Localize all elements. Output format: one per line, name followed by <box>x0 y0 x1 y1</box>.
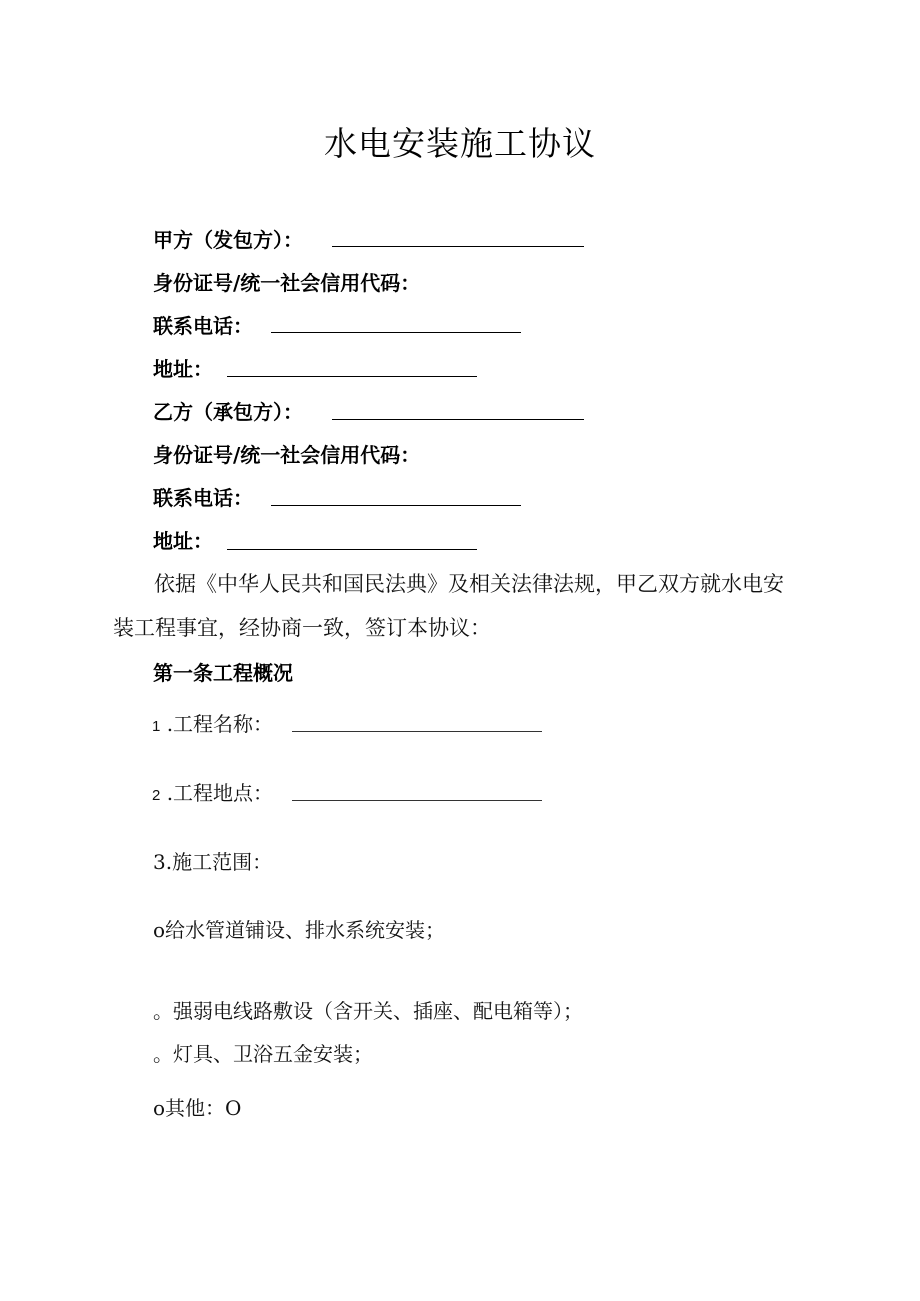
item-3-label <box>153 846 272 875</box>
item-2-label: .工程地点： <box>166 781 274 805</box>
scope-item-2: 。强弱电线路敷设（含开关、插座、配电箱等）； <box>153 999 583 1023</box>
party-a-blank-line <box>332 246 584 247</box>
party-b-phone-label: 联系电话： <box>153 486 253 510</box>
item-3-text: 3.施工范围： <box>153 850 273 874</box>
party-b-phone-blank-line <box>271 505 521 506</box>
project-location-blank-line <box>292 800 542 801</box>
intro-line-1: 依据《中华人民共和国民法典》及相关法律法规，甲乙双方就水电安 <box>154 572 784 596</box>
item-2-number: 2 <box>152 787 161 804</box>
party-b-label: 乙方（承包方）： <box>153 400 303 424</box>
item-1 <box>152 708 273 737</box>
intro-line-2: 装工程事宜，经协商一致，签订本协议： <box>113 616 491 640</box>
party-b-id-label: 身份证号/统一社会信用代码： <box>153 443 421 467</box>
party-b-address-blank-line <box>227 549 477 550</box>
article-1-heading: 第一条工程概况 <box>153 661 293 685</box>
page-title: 水电安装施工协议 <box>324 124 596 163</box>
party-b-blank-line <box>332 419 584 420</box>
scope-item-4: o其他：O <box>153 1096 242 1120</box>
party-a-id-label: 身份证号/统一社会信用代码： <box>153 271 421 295</box>
scope-item-1: o给水管道铺设、排水系统安装； <box>153 918 446 942</box>
party-b-address-label: 地址： <box>153 529 213 553</box>
party-a-phone-label: 联系电话： <box>153 314 253 338</box>
party-a-address-label: 地址： <box>153 357 213 381</box>
party-a-address-blank-line <box>227 376 477 377</box>
item-2 <box>152 777 273 806</box>
party-a-phone-blank-line <box>271 332 521 333</box>
item-1-number: 1 <box>152 718 161 735</box>
item-1-label: .工程名称： <box>166 712 274 736</box>
project-name-blank-line <box>292 731 542 732</box>
party-a-label: 甲方（发包方）： <box>153 228 303 252</box>
scope-item-3: 。灯具、卫浴五金安装； <box>153 1042 373 1066</box>
